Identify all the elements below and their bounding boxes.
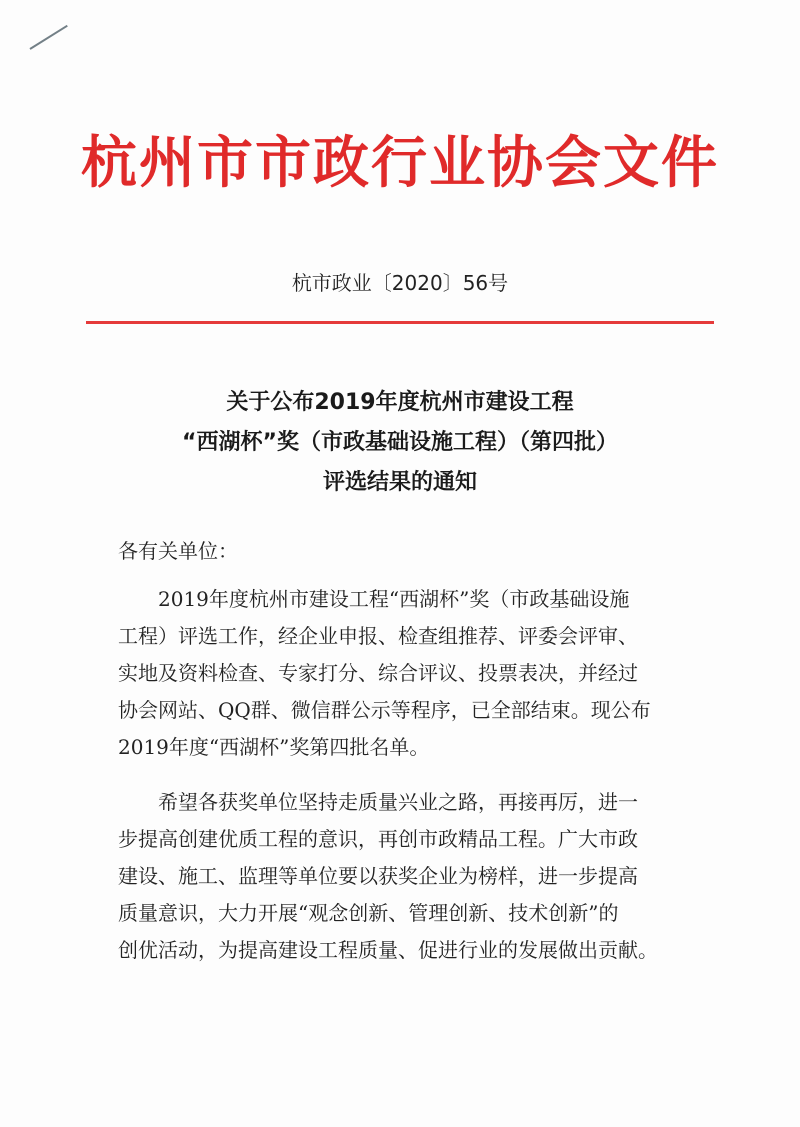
- document-header-title: 杭州市市政行业协会文件: [81, 130, 719, 196]
- red-divider: [86, 321, 714, 324]
- paragraph-line: 2019年度杭州市建设工程“西湖杯”奖（市政基础设施: [158, 587, 630, 611]
- notice-title-line: “西湖杯”奖（市政基础设施工程）（第四批）: [182, 430, 618, 455]
- document-number: 杭市政业〔2020〕56号: [291, 271, 509, 295]
- scan-mark: [29, 25, 67, 50]
- paragraph-line: 协会网站、QQ群、微信群公示等程序，已全部结束。现公布: [118, 698, 651, 722]
- salutation: 各有关单位：: [118, 539, 238, 563]
- paragraph-line: 创优活动，为提高建设工程质量、促进行业的发展做出贡献。: [118, 938, 658, 962]
- notice-title-line: 关于公布2019年度杭州市建设工程: [226, 390, 574, 415]
- notice-title-line: 评选结果的通知: [322, 470, 477, 495]
- paragraph-line: 希望各获奖单位坚持走质量兴业之路，再接再厉，进一: [158, 790, 638, 814]
- paragraph-line: 实地及资料检查、专家打分、综合评议、投票表决，并经过: [118, 661, 638, 685]
- paragraph-line: 2019年度“西湖杯”奖第四批名单。: [118, 735, 430, 759]
- notice-title: [0, 383, 800, 503]
- body-paragraph-2: [118, 784, 690, 969]
- paragraph-line: 工程）评选工作，经企业申报、检查组推荐、评委会评审、: [118, 624, 638, 648]
- paragraph-line: 质量意识，大力开展“观念创新、管理创新、技术创新”的: [118, 901, 619, 925]
- paragraph-line: 建设、施工、监理等单位要以获奖企业为榜样，进一步提高: [118, 864, 638, 888]
- body-paragraph-1: [118, 581, 690, 766]
- paragraph-line: 步提高创建优质工程的意识，再创市政精品工程。广大市政: [118, 827, 638, 851]
